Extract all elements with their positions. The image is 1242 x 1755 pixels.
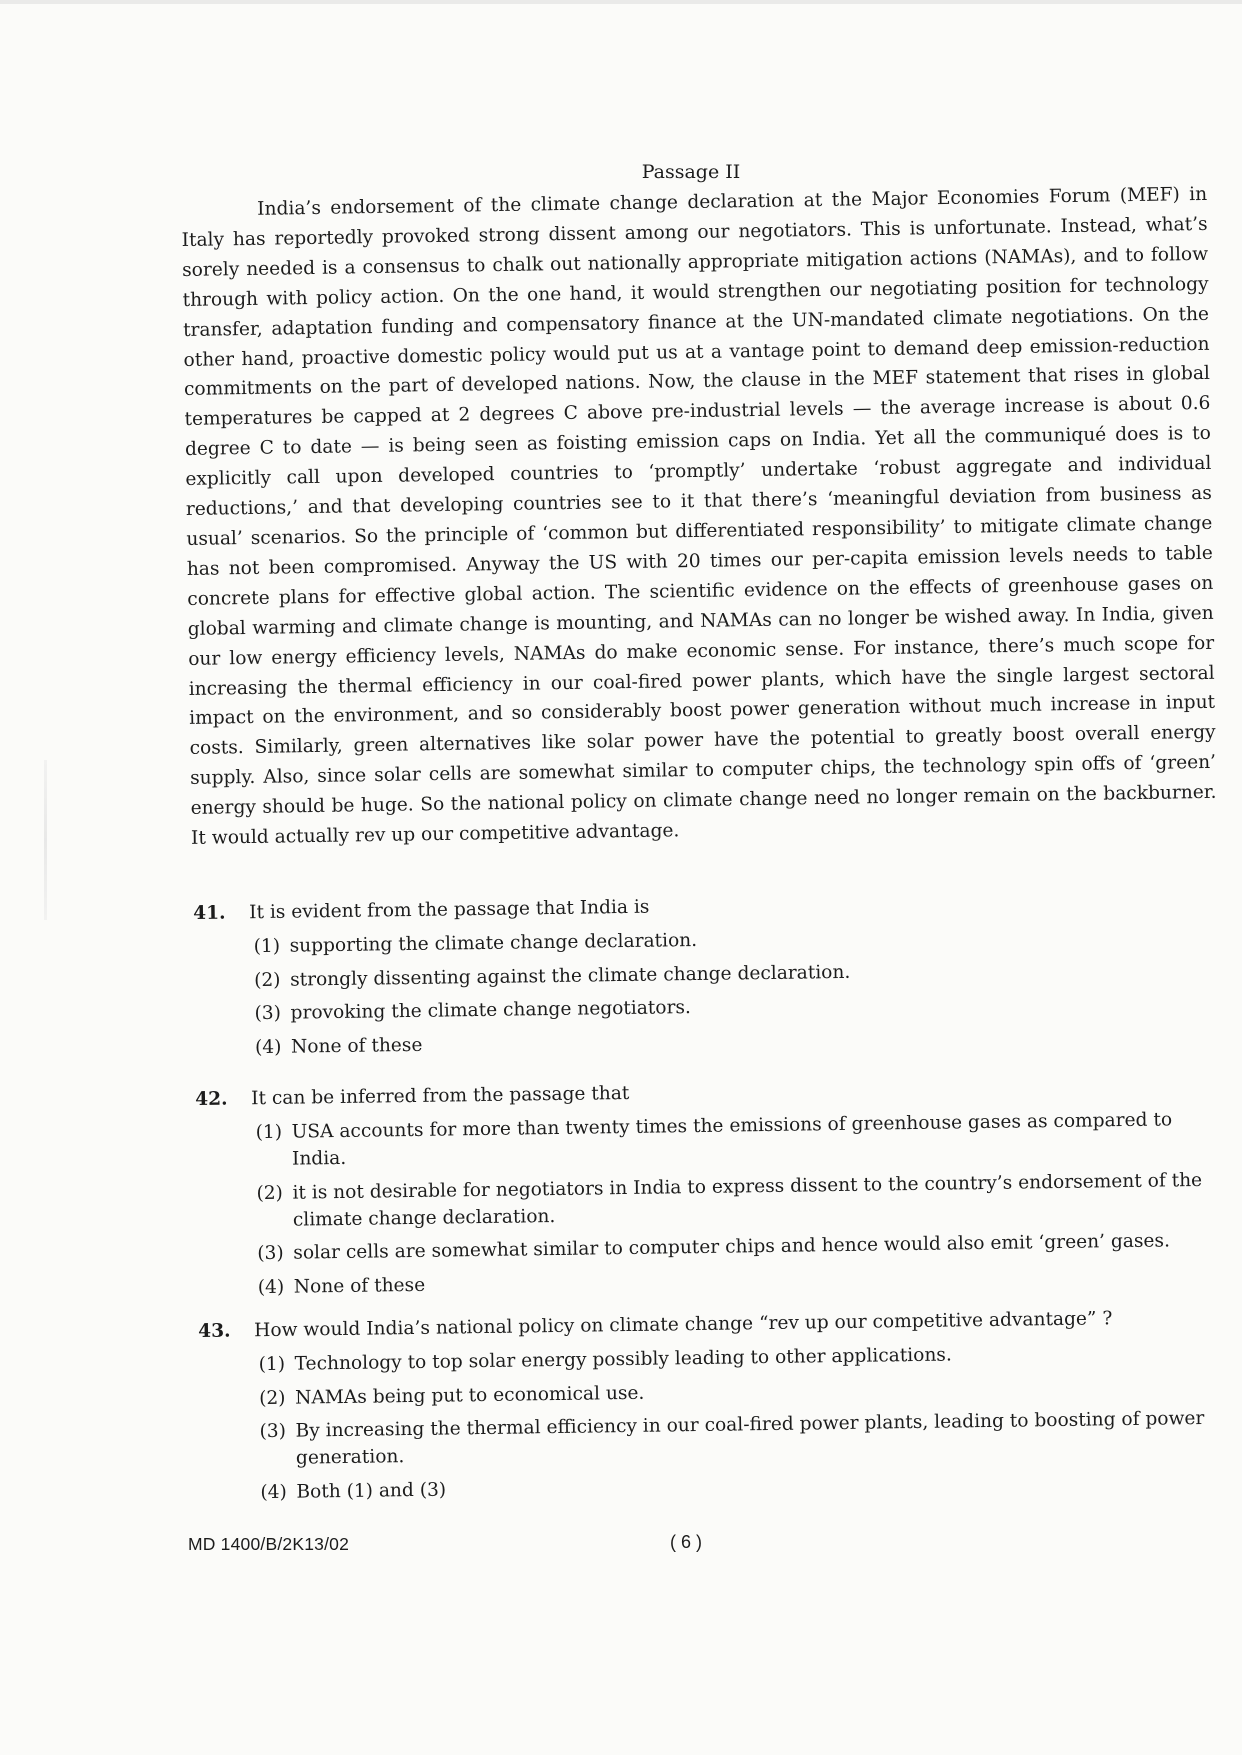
option-number: (3) [257, 1242, 284, 1265]
passage-title: Passage II [641, 161, 741, 183]
footer-page-number: ( 6 ) [670, 1532, 703, 1552]
option-number: (3) [254, 1002, 282, 1025]
options-list [258, 1338, 1220, 1512]
option-2[interactable] [259, 1371, 1219, 1411]
option-text: provoking the climate change negotiators. [290, 997, 692, 1024]
option-text: strongly dissenting against the climate change declaration. [289, 961, 851, 991]
question-stem: How would India’s national policy on climate change “rev up our competitive advantage” ? [254, 1308, 1113, 1342]
options-list [255, 1106, 1218, 1307]
option-text: USA accounts for more than twenty times the emissions of greenhouse gases as compared to India. [291, 1109, 1173, 1170]
option-number: (1) [253, 935, 281, 958]
options-list [253, 920, 1215, 1067]
scan-edge-top [0, 0, 1242, 4]
option-text: supporting the climate change declaration. [289, 929, 698, 957]
passage-text: India’s endorsement of the climate change declaration at the Major Economies Forum (MEF) in Italy has reportedly provoked strong dissent among our negotiators. This is unfortunate. Instead, what’s sorely needed is a consensus to chalk out nationally appropriate mitigation actions (NAMAs), and to follow through with policy action. On the one hand, it would strengthen our negotiating position for technology transfer, adaptation funding and compensatory finance at the UN-mandated climate negotiations. On the other hand, proactive domestic policy would put us at a vantage point to demand deep emission-reduction commitments on the part of developed nations. Now, the clause in the MEF statement that rises in global temperatures be capped at 2 degrees C above pre-industrial levels — the average increase is about 0.6 degree C to date — is being seen as foisting emission caps on India. Yet all the communiqué does is to explicitly call upon developed countries to ‘promptly’ undertake ‘robust aggregate and individual reductions,’ and that developing countries see to it that there’s ‘meaningful deviation from business as usual’ scenarios. So the principle of ‘common but differentiated responsibility’ to mitigate climate change has not been compromised. Anyway the US with 20 times our per-capita emission levels needs to table concrete plans for effective global action. The scientific evidence on the effects of greenhouse gases on global warming and climate change is mounting, and NAMAs can no longer be wished away. In India, given our low energy efficiency levels, NAMAs do make economic sense. For instance, there’s much scope for increasing the thermal efficiency in our coal-fired power plants, which have the single largest sectoral impact on the environment, and so considerably boost power generation without much increase in input costs. Similarly, green alternatives like solar power have the potential to greatly boost overall energy supply. Also, since solar cells are somewhat similar to computer chips, the technology spin offs of ‘green’ energy should be huge. So the national policy on climate change need no longer remain on the backburner. It would actually rev up our competitive advantage. [181, 183, 1217, 849]
option-number: (1) [255, 1121, 283, 1144]
option-number: (4) [257, 1276, 285, 1298]
option-text: Both (1) and (3) [296, 1479, 447, 1503]
option-4[interactable] [260, 1465, 1220, 1505]
question-stem: It can be inferred from the passage that [251, 1082, 630, 1110]
option-text: NAMAs being put to economical use. [294, 1382, 645, 1409]
option-text: None of these [290, 1034, 423, 1058]
option-text: By increasing the thermal efficiency in our coal-fired power plants, leading to boosting of power generation. [295, 1407, 1205, 1469]
option-3[interactable] [254, 987, 1214, 1027]
footer-paper-code: MD 1400/B/2K13/02 [188, 1534, 350, 1554]
option-number: (4) [254, 1036, 282, 1058]
option-number: (2) [258, 1387, 286, 1409]
scan-edge-left [44, 760, 47, 920]
option-text: Technology to top solar energy possibly leading to other applications. [294, 1344, 952, 1375]
question-number: 42. [195, 1088, 228, 1110]
option-number: (4) [260, 1481, 287, 1503]
option-3[interactable] [259, 1405, 1220, 1472]
option-number: (3) [259, 1420, 287, 1443]
option-text: it is not desirable for negotiators in India to express dissent to the country’s endorsement of the climate change declaration. [292, 1169, 1203, 1231]
option-text: None of these [293, 1274, 426, 1298]
option-3[interactable] [257, 1227, 1217, 1267]
option-number: (2) [256, 1182, 283, 1204]
question-number: 43. [198, 1320, 231, 1342]
option-1[interactable] [253, 920, 1213, 960]
option-2[interactable] [256, 1166, 1217, 1233]
option-number: (2) [253, 969, 281, 991]
option-text: solar cells are somewhat similar to computer chips and hence would also emit ‘green’ gases. [293, 1230, 1171, 1264]
question-stem: It is evident from the passage that India is [249, 896, 650, 924]
option-number: (1) [258, 1353, 286, 1376]
option-4[interactable] [255, 1020, 1215, 1060]
question-number: 41. [193, 902, 226, 924]
option-4[interactable] [258, 1260, 1218, 1300]
option-2[interactable] [254, 953, 1214, 993]
option-1[interactable] [258, 1338, 1218, 1378]
option-1[interactable] [255, 1106, 1216, 1173]
